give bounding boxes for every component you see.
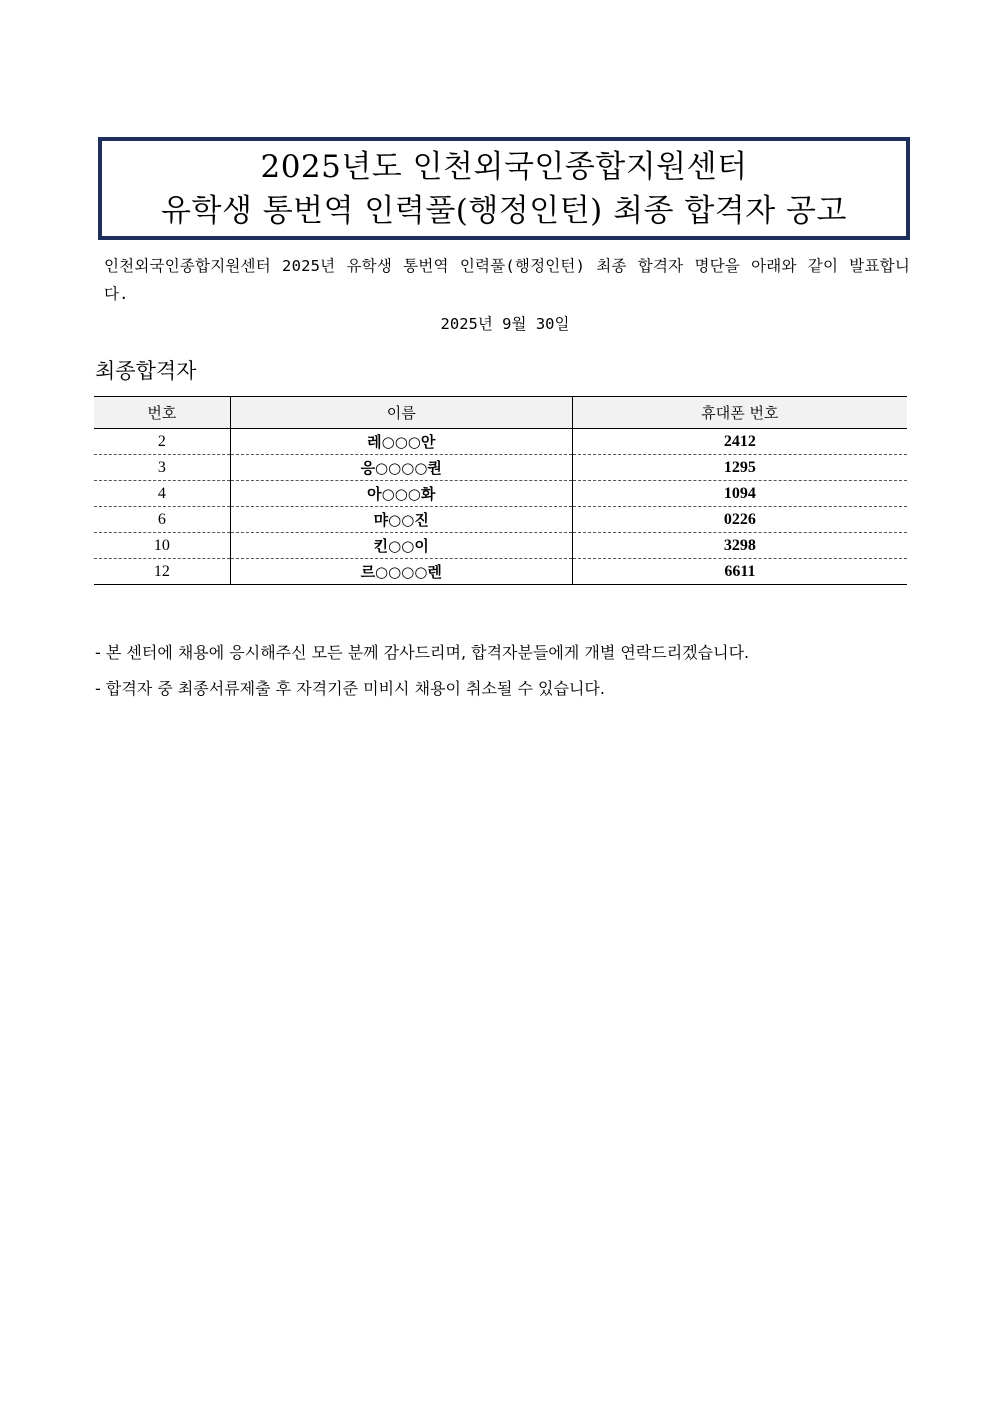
cell-phone: 3298 — [572, 533, 907, 559]
header-number: 번호 — [94, 397, 230, 429]
cell-number: 4 — [94, 481, 230, 507]
note-line-1: - 본 센터에 채용에 응시해주신 모든 분께 감사드리며, 합격자분들에게 개별 연락드리겠습니다. — [95, 643, 750, 662]
cell-name: 킨○○이 — [230, 533, 572, 559]
title-box — [98, 137, 910, 240]
cell-phone: 2412 — [572, 429, 907, 455]
title-line-2: 유학생 통번역 인력풀(행정인턴) 최종 합격자 공고 — [161, 192, 847, 229]
cell-number: 6 — [94, 507, 230, 533]
cell-name: 르○○○○렌 — [230, 559, 572, 585]
announcement-date: 2025년 9월 30일 — [440, 315, 570, 333]
section-title: 최종합격자 — [95, 359, 197, 383]
cell-phone: 1295 — [572, 455, 907, 481]
cell-number: 3 — [94, 455, 230, 481]
cell-phone: 1094 — [572, 481, 907, 507]
note-line-2: - 합격자 중 최종서류제출 후 자격기준 미비시 채용이 취소될 수 있습니다. — [95, 679, 605, 698]
table-row — [94, 507, 907, 533]
table-row — [94, 429, 907, 455]
header-name: 이름 — [230, 397, 572, 429]
cell-phone: 0226 — [572, 507, 907, 533]
table-row — [94, 481, 907, 507]
cell-number: 12 — [94, 559, 230, 585]
intro-paragraph: 인천외국인종합지원센터 2025년 유학생 통번역 인력풀(행정인턴) 최종 합격자 명단을 아래와 같이 발표합니다. — [104, 257, 910, 303]
cell-name: 아○○○화 — [230, 481, 572, 507]
cell-number: 2 — [94, 429, 230, 455]
cell-number: 10 — [94, 533, 230, 559]
notes — [95, 635, 915, 707]
table-row — [94, 533, 907, 559]
header-phone: 휴대폰 번호 — [572, 397, 907, 429]
cell-name: 먀○○진 — [230, 507, 572, 533]
table-row — [94, 559, 907, 585]
title-line-1: 2025년도 인천외국인종합지원센터 — [260, 148, 748, 185]
cell-name: 레○○○안 — [230, 429, 572, 455]
table-header-row — [94, 397, 907, 429]
cell-name: 응○○○○퀀 — [230, 455, 572, 481]
cell-phone: 6611 — [572, 559, 907, 585]
table-row — [94, 455, 907, 481]
final-candidates-table — [94, 396, 907, 585]
